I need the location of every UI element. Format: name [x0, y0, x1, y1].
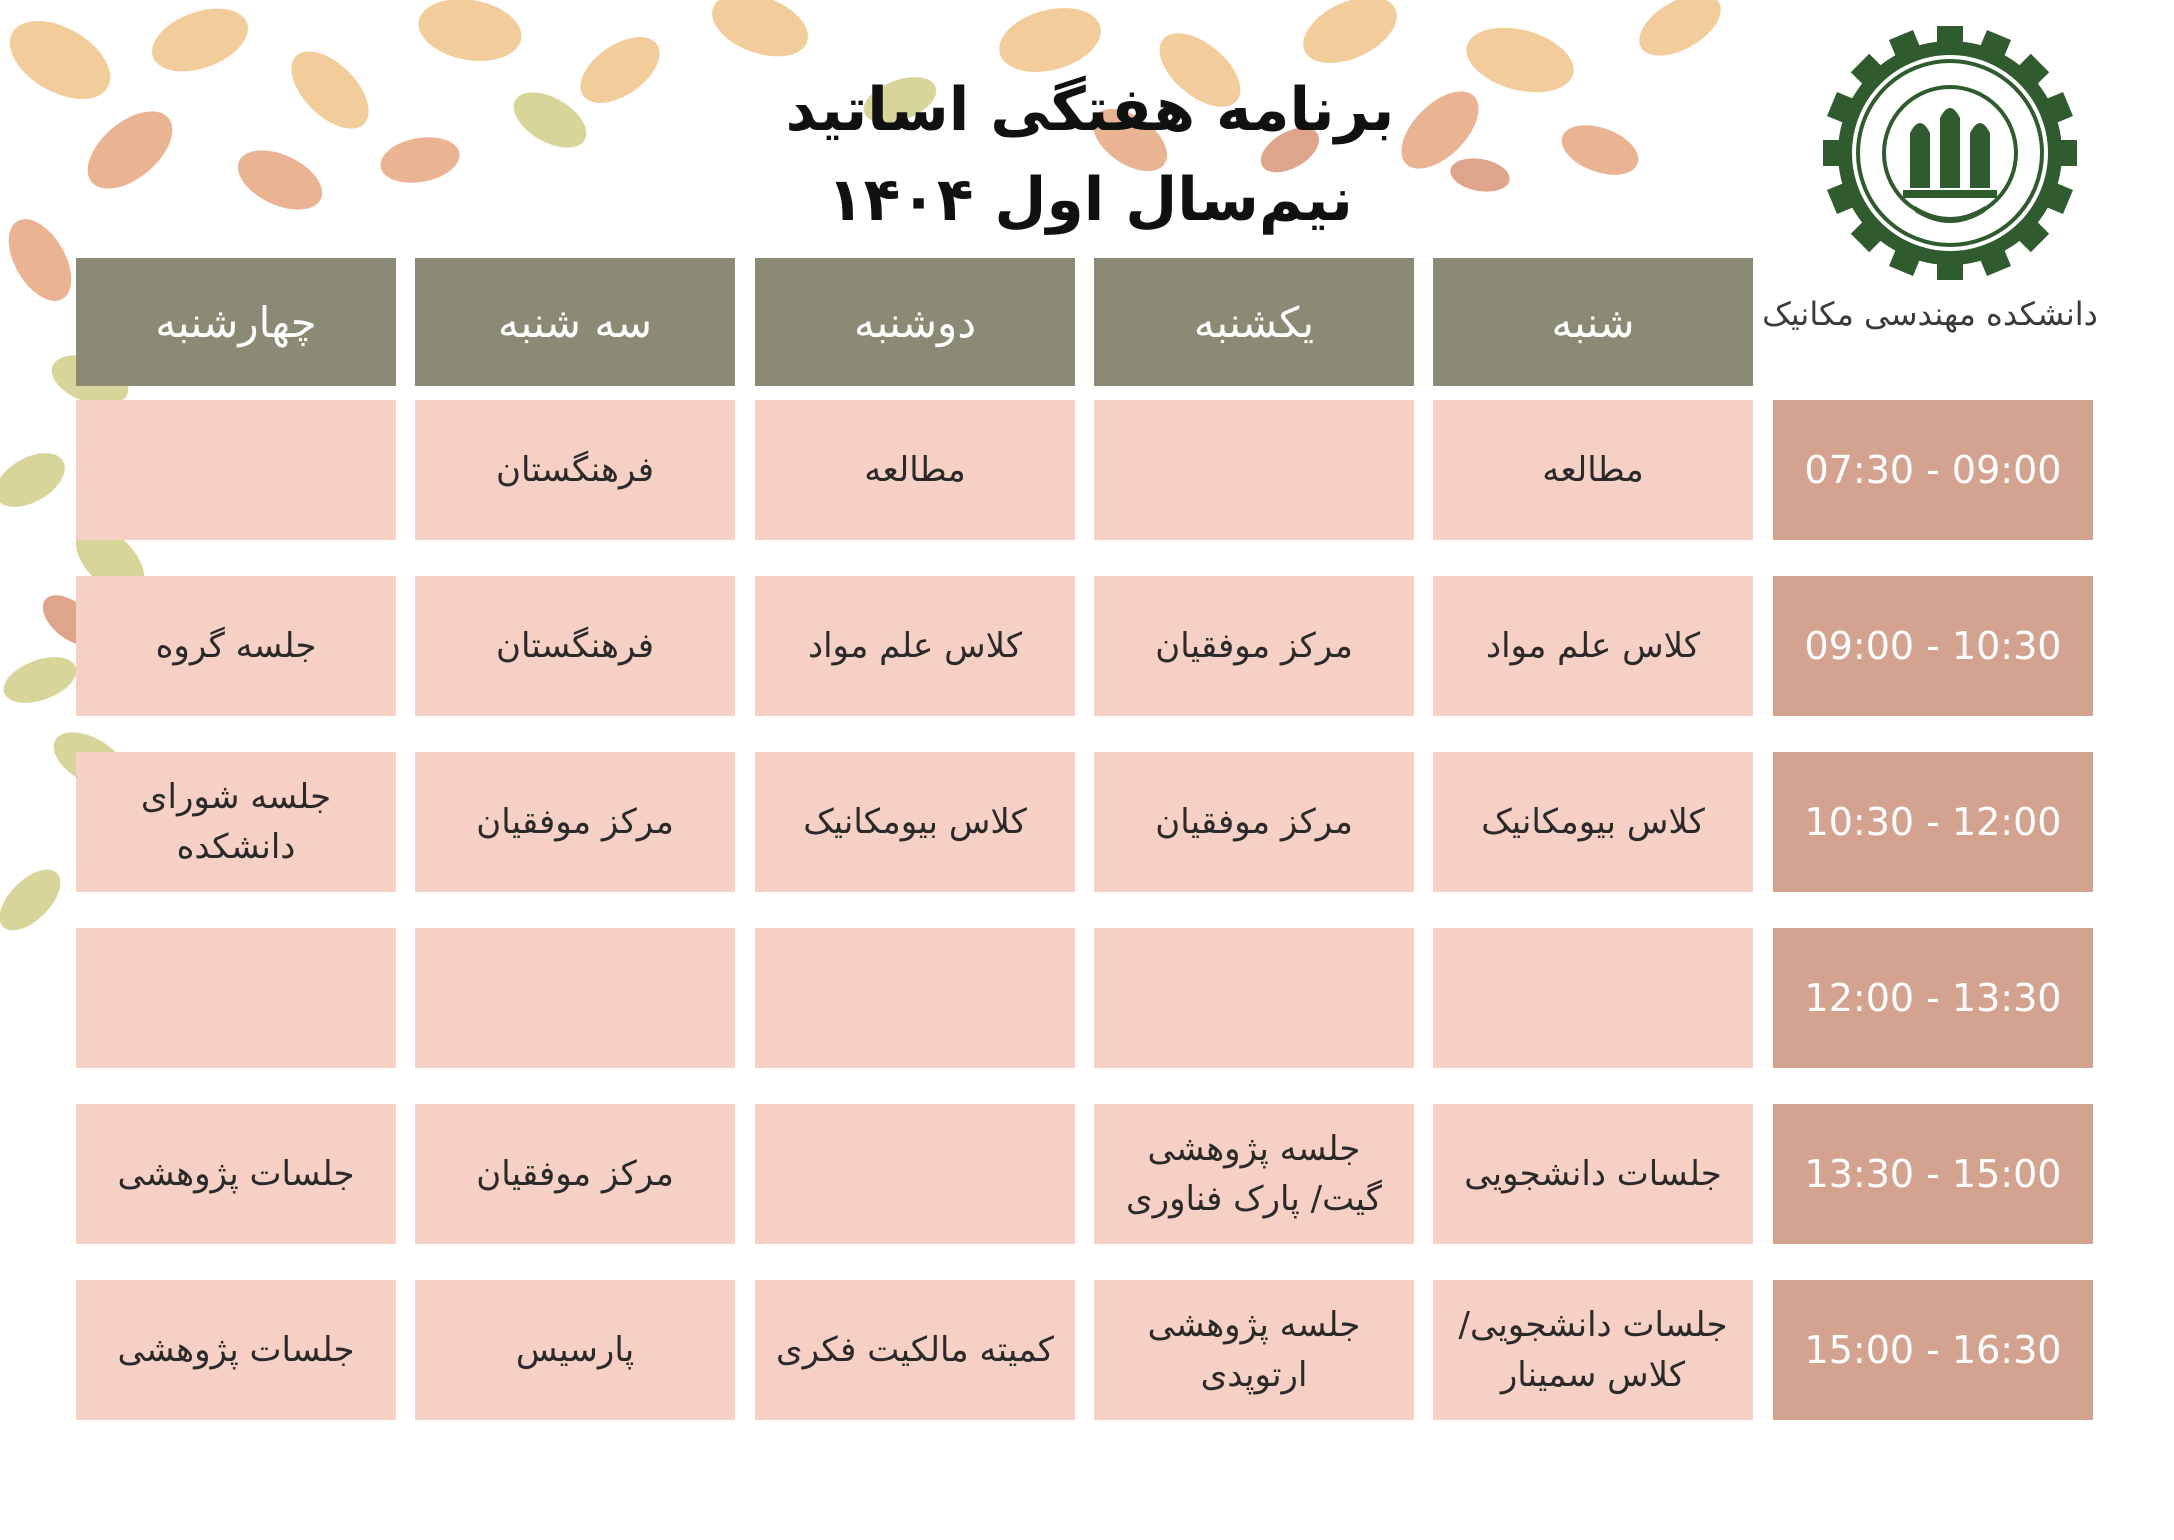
schedule-cell: پارسیس — [415, 1280, 735, 1420]
schedule-cell: جلسه پژوهشی گیت/ پارک فناوری — [1094, 1104, 1414, 1244]
schedule-cell — [415, 928, 735, 1068]
schedule-cell — [1094, 928, 1414, 1068]
time-slot-label: 12:00 - 13:30 — [1773, 928, 2093, 1068]
schedule-cell: جلسات دانشجویی/ کلاس سمینار — [1433, 1280, 1753, 1420]
day-header: یکشنبه — [1094, 258, 1414, 386]
time-slot-label: 09:00 - 10:30 — [1773, 576, 2093, 716]
schedule-cell — [1433, 928, 1753, 1068]
schedule-cell — [1094, 400, 1414, 540]
schedule-cell: مرکز موفقیان — [1094, 752, 1414, 892]
schedule-cell: جلسات دانشجویی — [1433, 1104, 1753, 1244]
university-gear-logo-icon — [1815, 18, 2085, 288]
schedule-cell: جلسه پژوهشی ارتوپدی — [1094, 1280, 1414, 1420]
schedule-cell: کمیته مالکیت فکری — [755, 1280, 1075, 1420]
schedule-cell — [76, 928, 396, 1068]
schedule-cell: کلاس علم مواد — [1433, 576, 1753, 716]
time-slot-label: 15:00 - 16:30 — [1773, 1280, 2093, 1420]
day-header: چهارشنبه — [76, 258, 396, 386]
schedule-cell: مرکز موفقیان — [1094, 576, 1414, 716]
day-header: سه شنبه — [415, 258, 735, 386]
time-slot-label: 10:30 - 12:00 — [1773, 752, 2093, 892]
time-slot-label: 13:30 - 15:00 — [1773, 1104, 2093, 1244]
schedule-cell: فرهنگستان — [415, 576, 735, 716]
schedule-cell: مرکز موفقیان — [415, 1104, 735, 1244]
schedule-cell — [755, 1104, 1075, 1244]
page-title: برنامه هفتگی اساتید — [785, 75, 1395, 145]
day-header: شنبه — [1433, 258, 1753, 386]
schedule-cell: کلاس علم مواد — [755, 576, 1075, 716]
time-slot-label: 07:30 - 09:00 — [1773, 400, 2093, 540]
schedule-cell: جلسات پژوهشی — [76, 1104, 396, 1244]
faculty-name: دانشکده مهندسی مکانیک — [1762, 295, 2098, 333]
page-subtitle: نیم‌سال اول ۱۴۰۴ — [827, 165, 1353, 235]
schedule-cell: مطالعه — [755, 400, 1075, 540]
schedule-cell: کلاس بیومکانیک — [1433, 752, 1753, 892]
schedule-cell — [76, 400, 396, 540]
schedule-cell: مطالعه — [1433, 400, 1753, 540]
schedule-cell: جلسات پژوهشی — [76, 1280, 396, 1420]
schedule-cell: فرهنگستان — [415, 400, 735, 540]
schedule-cell: مرکز موفقیان — [415, 752, 735, 892]
schedule-cell — [755, 928, 1075, 1068]
schedule-cell: کلاس بیومکانیک — [755, 752, 1075, 892]
schedule-cell: جلسه شورای دانشکده — [76, 752, 396, 892]
day-header: دوشنبه — [755, 258, 1075, 386]
schedule-cell: جلسه گروه — [76, 576, 396, 716]
